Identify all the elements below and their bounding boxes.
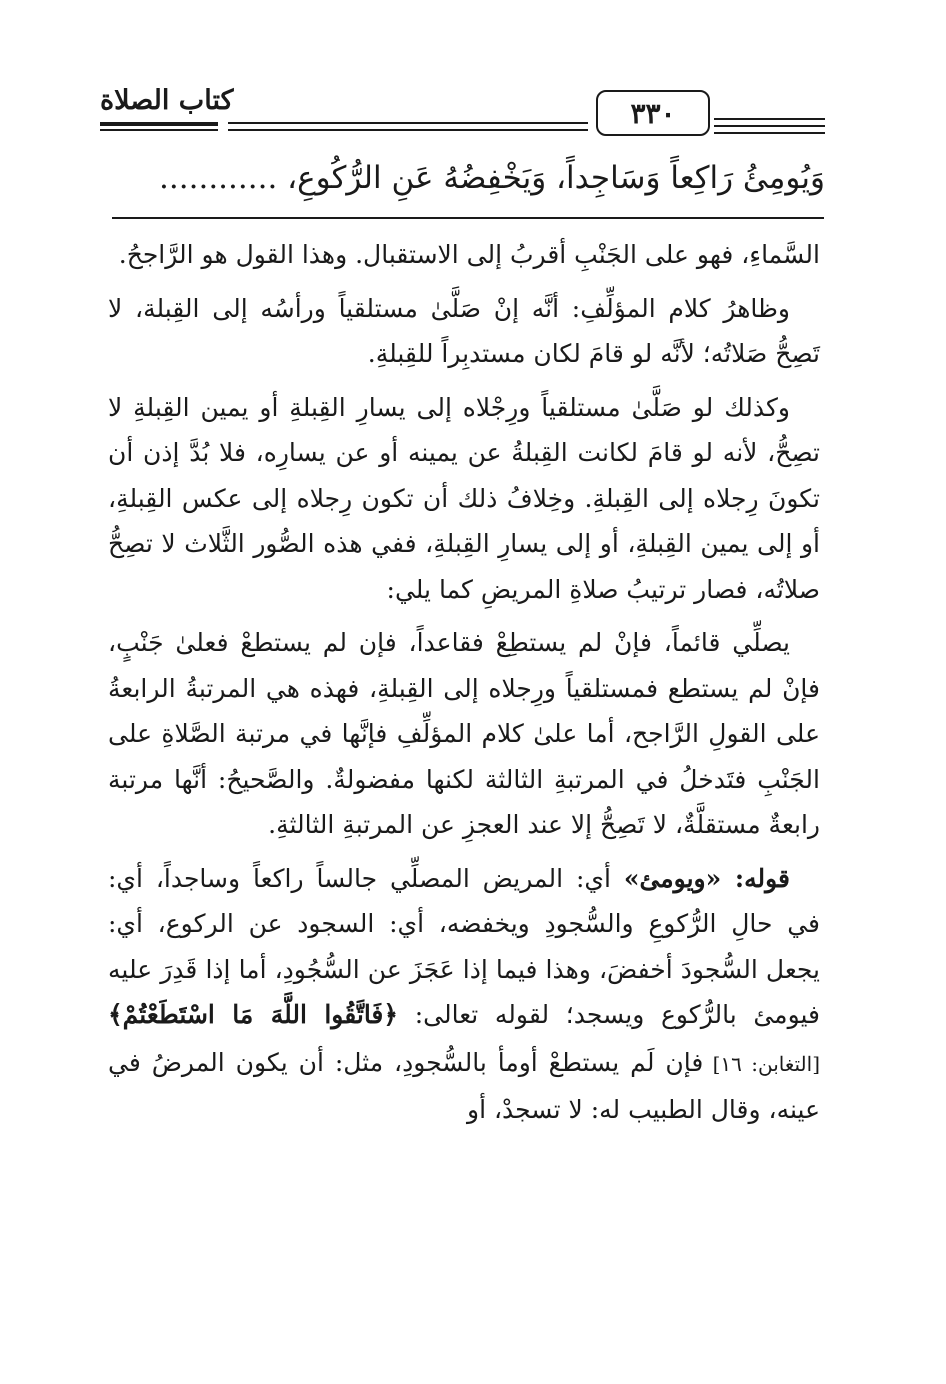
title-rule bbox=[100, 122, 218, 126]
keyword-qawluh: قوله: «ويومئ» bbox=[623, 863, 791, 893]
page-number bbox=[596, 90, 710, 136]
page-number-text: ٣٣٠ bbox=[630, 96, 676, 130]
paragraph-5-part-a: أي: المريض المصلِّي جالساً راكعاً وساجداً، أي: في حالِ الرُّكوعِ والسُّجودِ ويخفضه، أي: السجود عن الركوع، أي: يجعل السُّجودَ أخفضَ، وهذا فيما إذا عَجَزَ عن السُّجُودِ، أما إذا قَدِرَ عليه فيومئ بالرُّكوع ويسجد؛ لقوله تعالى: bbox=[108, 863, 820, 1029]
commentary-body bbox=[108, 232, 820, 1141]
page-header bbox=[100, 84, 825, 134]
paragraph-2: وظاهرُ كلام المؤلِّفِ: أنَّه إنْ صَلَّىٰ مستلقياً ورأسُه إلى القِبلة، لا تَصِحُّ صَلاتُه؛ لأنَّه لو قامَ لكان مستدبِراً للقِبلةِ. bbox=[108, 293, 820, 368]
paragraph-1: السَّماءِ، فهو على الجَنْبِ أقربُ إلى الاستقبال. وهذا القول هو الرَّاجحُ. bbox=[118, 240, 820, 269]
matn-separator bbox=[112, 217, 824, 219]
title-rule-thin bbox=[100, 129, 218, 131]
paragraph-5-part-b: فإن لَم يستطعْ أومأ بالسُّجودِ، مثل: أن يكون المرضُ في عينه، وقال الطبيب له: لا تسجدْ، أو bbox=[108, 1047, 820, 1124]
header-rules-middle bbox=[228, 122, 588, 136]
paragraph-3: وكذلك لو صَلَّىٰ مستلقياً ورِجْلاه إلى يسارِ القِبلةِ أو يمين القِبلةِ لا تصِحُّ، لأنه لو قامَ لكانت القِبلةُ عن يمينه أو عن يسارِه، فلا بُدَّ إذن أن تكونَ رِجلاه إلى القِبلةِ. وخِلافُ ذلك أن تكون رِجلاه إلى عكس القِبلةِ، أو إلى يمين القِبلةِ، أو إلى يسارِ القِبلةِ، ففي هذه الصُّور الثَّلاث لا تصِحُّ صلاتُه، فصار ترتيبُ صلاةِ المريضِ كما يلي: bbox=[108, 392, 820, 604]
matn-line: وَيُومِئُ رَاكِعاً وَسَاجِداً، وَيَخْفِضُهُ عَنِ الرُّكُوعِ، ............ bbox=[159, 160, 825, 196]
paragraph-4: يصلِّي قائماً، فإنْ لم يستطِعْ فقاعداً، فإن لم يستطعْ فعلىٰ جَنْبٍ، فإنْ لم يستطع فمستلقياً ورِجلاه إلى القِبلةِ، فهذه هي المرتبةُ الرابعةُ على القولِ الرَّاجح، أما علىٰ كلام المؤلِّفِ فإنَّها في مرتبة الصَّلاةِ على الجَنْبِ فتَدخلُ في المرتبةِ الثالثة لكنها مفضولةٌ. والصَّحيحُ: أنَّها مرتبة رابعةٌ مستقلَّةٌ، لا تَصِحُّ إلا عند العجزِ عن المرتبةِ الثالثةِ. bbox=[108, 628, 820, 839]
verse-citation: [التغابن: ١٦] bbox=[703, 1051, 820, 1076]
paragraph-5 bbox=[108, 856, 820, 1133]
header-rules-right bbox=[714, 118, 825, 139]
book-title: كتاب الصلاة bbox=[100, 85, 234, 116]
quran-verse: ﴿فَاتَّقُوا اللَّهَ مَا اسْتَطَعْتُمْ﴾ bbox=[108, 1000, 399, 1029]
